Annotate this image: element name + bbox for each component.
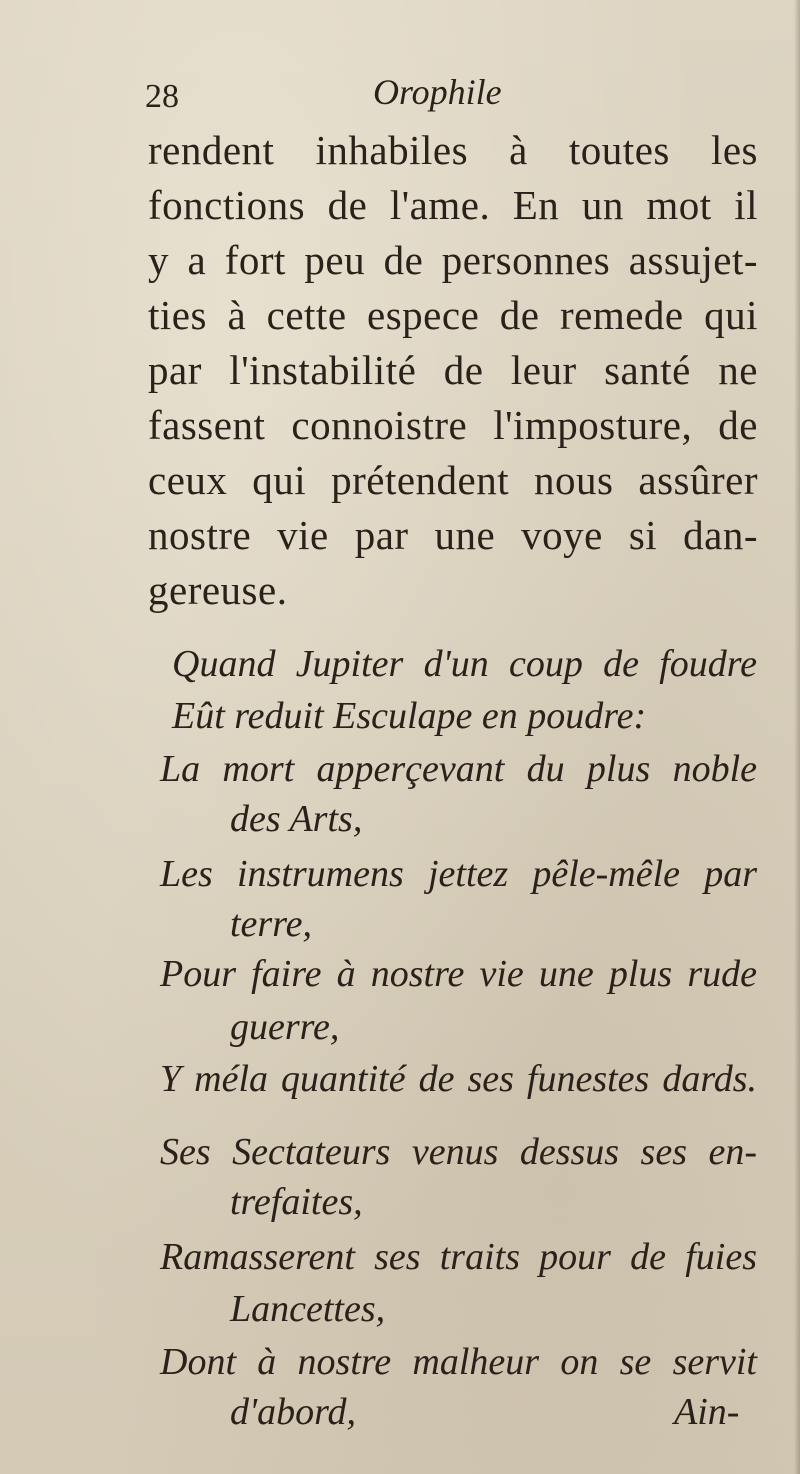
- verse-line: Dont à nostre malheur on se servit: [160, 1341, 757, 1383]
- page-edge-shadow: [794, 0, 800, 1474]
- prose-line: gereuse.: [148, 567, 288, 613]
- verse-line: guerre,: [230, 1006, 340, 1048]
- page-number: 28: [145, 78, 179, 115]
- verse-line: Y méla quantité de ses funestes dards.: [160, 1058, 757, 1100]
- verse-line: des Arts,: [230, 798, 363, 840]
- verse-line: Les instrumens jettez pêle-mêle par: [160, 853, 757, 895]
- verse-line: Lancettes,: [230, 1288, 386, 1330]
- running-title: Orophile: [373, 72, 502, 112]
- verse-line: terre,: [230, 903, 312, 945]
- catchword: Ain-: [674, 1391, 740, 1433]
- prose-line: nostre vie par une voye si dan-: [148, 512, 758, 558]
- prose-line: y a fort peu de personnes assujet-: [148, 237, 758, 283]
- prose-line: ties à cette espece de remede qui: [148, 292, 758, 338]
- prose-line: fonctions de l'ame. En un mot il: [148, 182, 758, 228]
- verse-line: trefaites,: [230, 1181, 363, 1223]
- verse-line: Eût reduit Esculape en poudre:: [172, 695, 647, 737]
- prose-line: par l'instabilité de leur santé ne: [148, 347, 758, 393]
- prose-line: rendent inhabiles à toutes les: [148, 127, 758, 173]
- verse-line: Quand Jupiter d'un coup de foudre: [172, 643, 757, 685]
- verse-line: Ramasserent ses traits pour de fuies: [160, 1236, 757, 1278]
- verse-line: Pour faire à nostre vie une plus rude: [160, 953, 757, 995]
- verse-line: d'abord,: [230, 1391, 357, 1433]
- verse-line: La mort apperçevant du plus noble: [160, 748, 757, 790]
- verse-line: Ses Sectateurs venus dessus ses en-: [160, 1131, 757, 1173]
- prose-line: fassent connoistre l'imposture, de: [148, 402, 758, 448]
- prose-line: ceux qui prétendent nous assûrer: [148, 457, 758, 503]
